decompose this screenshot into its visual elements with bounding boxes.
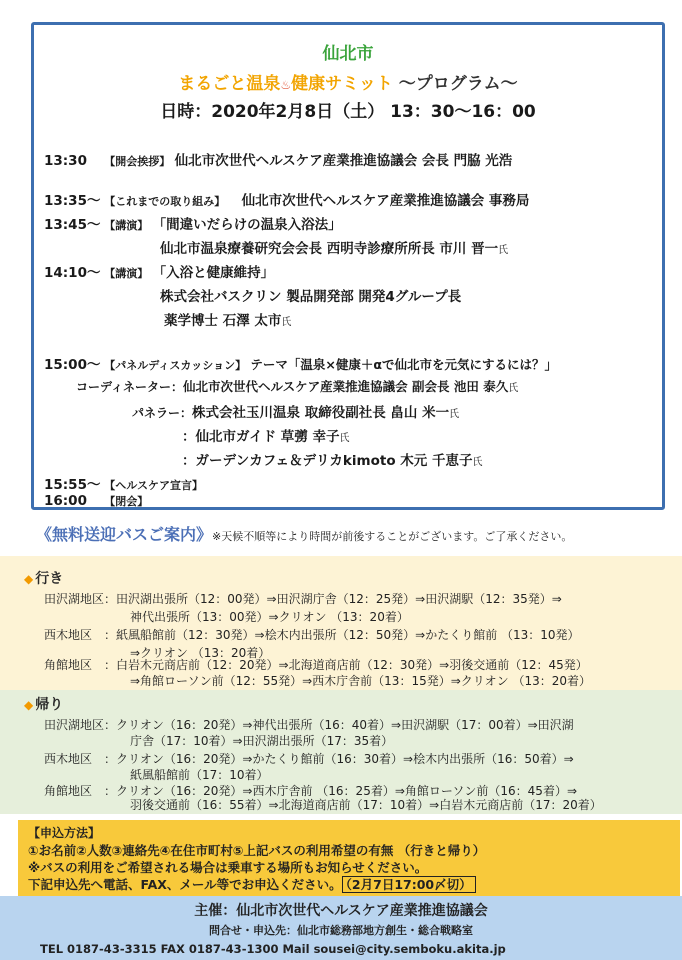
panel-line (132, 401, 459, 421)
route-line: ⇒角館ローソン前（12：55発）⇒西木庁舎前（13：15発）⇒クリオン （13：20着） (130, 674, 591, 688)
route-line: 庁舎（17：10着）⇒田沢湖出張所（17：35着） (130, 734, 394, 748)
bus-heading-title: 《無料送迎バスご案内》 (36, 525, 213, 544)
program-text: テーマ「温泉×健康＋αで仙北市を元気にするには？」 (250, 357, 557, 372)
speaker-line (160, 285, 461, 305)
route-line: 紙風船館前（17：10着） (130, 768, 269, 782)
diamond-icon: ◆ (24, 698, 34, 712)
deadline-badge: （2月7日17:00〆切） (342, 876, 476, 893)
speaker-line (164, 309, 291, 329)
application-note: ※バスの利用をご希望される場合は乗車する場所もお知らせください。 (28, 860, 428, 875)
application-instruction (28, 875, 476, 893)
program-subtitle: ～プログラム～ (398, 74, 518, 94)
program-text: 「入浴と健康維持」 (152, 265, 275, 281)
program-time: 15:55～ (44, 477, 101, 493)
route-line: 神代出張所（13：00発）⇒クリオン （13：20着） (130, 610, 409, 624)
program-box (31, 22, 665, 510)
speaker-line (160, 237, 508, 257)
speaker-name: 仙北市温泉療養研究会会長 西明寺診療所所長 市川 晋一 (160, 241, 499, 257)
bus-heading-note: ※天候不順等により時間が前後することがございます。ご了承ください。 (212, 530, 573, 543)
route-line: 羽後交通前（16：55着）⇒北海道商店前（17：10着）⇒白岩木元商店前（17：20着） (130, 798, 602, 812)
program-time: 13:45～ (44, 217, 101, 233)
program-tag: 【講演】 (104, 267, 149, 280)
route-line: 田沢湖地区：田沢湖出張所（12：00発）⇒田沢湖庁舎（12：25発）⇒田沢湖駅（12：35発）⇒ (44, 592, 562, 606)
hot-spring-icon: ♨ (280, 78, 292, 92)
speaker-affiliation: 株式会社バスクリン 製品開発部 開発4グループ長 (160, 289, 462, 305)
route-line: 田沢湖地区：クリオン（16：20発）⇒神代出張所（16：40着）⇒田沢湖駅（17：00着）⇒田沢湖 (44, 718, 574, 732)
return-section (0, 690, 682, 814)
speaker-name: 薬学博士 石澤 太市 (164, 313, 282, 329)
panel-line (182, 449, 483, 469)
program-time: 15:00～ (44, 357, 101, 373)
application-items: ①お名前②人数③連絡先④在住市町村⑤上記バスの利用希望の有無 （行きと帰り） (28, 843, 486, 858)
route-line: 角館地区 ：クリオン（16：20発）⇒西木庁舎前 （16：25着）⇒角館ローソン前（16：45着）⇒ (44, 784, 577, 798)
program-time: 16:00 (44, 493, 87, 509)
program-row (44, 213, 342, 233)
honorific: 氏 (339, 433, 350, 444)
program-tag: 【これまでの取り組み】 (104, 195, 226, 208)
program-tag: 【講演】 (104, 219, 149, 232)
honorific: 氏 (449, 409, 460, 420)
route-line: 西木地区 ：クリオン（16：20発）⇒かたくり館前（16：30着）⇒桧木内出張所（16：50着）⇒ (44, 752, 574, 766)
program-tag: 【開会挨拶】 (104, 155, 171, 168)
panel-line (182, 425, 350, 445)
diamond-icon: ◆ (24, 572, 34, 586)
organizer: 主催：仙北市次世代ヘルスケア産業推進協議会 (194, 903, 488, 919)
application-title: 【申込方法】 (28, 826, 101, 840)
panel-role: パネラー： (132, 406, 193, 420)
summit-name-1: まるごと温泉 (178, 74, 281, 94)
application-instruction-text: 下記申込先へ電話、FAX、メール等でお申込ください。 (28, 877, 342, 892)
program-text: 仙北市次世代ヘルスケア産業推進協議会 事務局 (241, 193, 530, 209)
program-time: 13:35～ (44, 193, 101, 209)
honorific: 氏 (472, 457, 483, 468)
outbound-label: 行き (35, 571, 64, 587)
panel-role: ： (182, 429, 196, 445)
outbound-section (0, 556, 682, 690)
return-title (24, 694, 63, 714)
program-row (44, 261, 274, 281)
panel-line (76, 377, 518, 395)
program-tag: 【閉会】 (104, 495, 149, 508)
summit-name-2: 健康サミット (291, 74, 393, 94)
contact-details: TEL 0187-43-3315 FAX 0187-43-1300 Mail sousei@city.semboku.akita.jp (40, 942, 506, 956)
route-line: 西木地区 ：紙風船館前（12：30発）⇒桧木内出張所（12：50発）⇒かたくり館前 （13：10発） (44, 628, 580, 642)
program-tag: 【パネルディスカッション】 (104, 359, 247, 372)
application-section (18, 820, 680, 896)
contact-office: 問合せ・申込先：仙北市総務部地方創生・総合戦略室 (209, 924, 473, 937)
program-row (44, 493, 148, 509)
honorific: 氏 (508, 383, 519, 394)
honorific: 氏 (281, 317, 292, 328)
org-title: 仙北市 (322, 44, 374, 64)
program-row (44, 149, 512, 169)
event-date: 日時：2020年2月8日（土） 13：30～16：00 (160, 102, 536, 122)
route-line: 角館地区 ：白岩木元商店前（12：20発）⇒北海道商店前（12：30発）⇒羽後交通前（12：45発） (44, 658, 588, 672)
panel-role: ： (182, 453, 196, 469)
program-text: 仙北市次世代ヘルスケア産業推進協議会 会長 門脇 光浩 (174, 153, 513, 169)
host-section (0, 896, 682, 960)
program-text: 「間違いだらけの温泉入浴法」 (152, 217, 342, 233)
program-time: 13:30 (44, 153, 87, 169)
outbound-title (24, 568, 63, 588)
bus-heading (36, 522, 572, 545)
honorific: 氏 (498, 245, 509, 256)
panel-member: ガーデンカフェ＆デリカkimoto 木元 千恵子 (195, 453, 473, 469)
return-label: 帰り (35, 697, 64, 713)
program-time: 14:10～ (44, 265, 101, 281)
panel-member: 仙北市次世代ヘルスケア産業推進協議会 副会長 池田 泰久 (183, 379, 509, 394)
program-tag: 【ヘルスケア宣言】 (104, 479, 203, 492)
program-row (44, 473, 203, 493)
panel-role: コーディネーター： (76, 380, 184, 394)
summit-title (34, 69, 662, 94)
panel-member: 株式会社玉川温泉 取締役副社長 畠山 米一 (192, 405, 450, 421)
panel-member: 仙北市ガイド 草彅 幸子 (195, 429, 340, 445)
route-line: ⇒クリオン （13：20着） (130, 646, 271, 660)
program-row (44, 189, 529, 209)
program-row (44, 353, 557, 373)
